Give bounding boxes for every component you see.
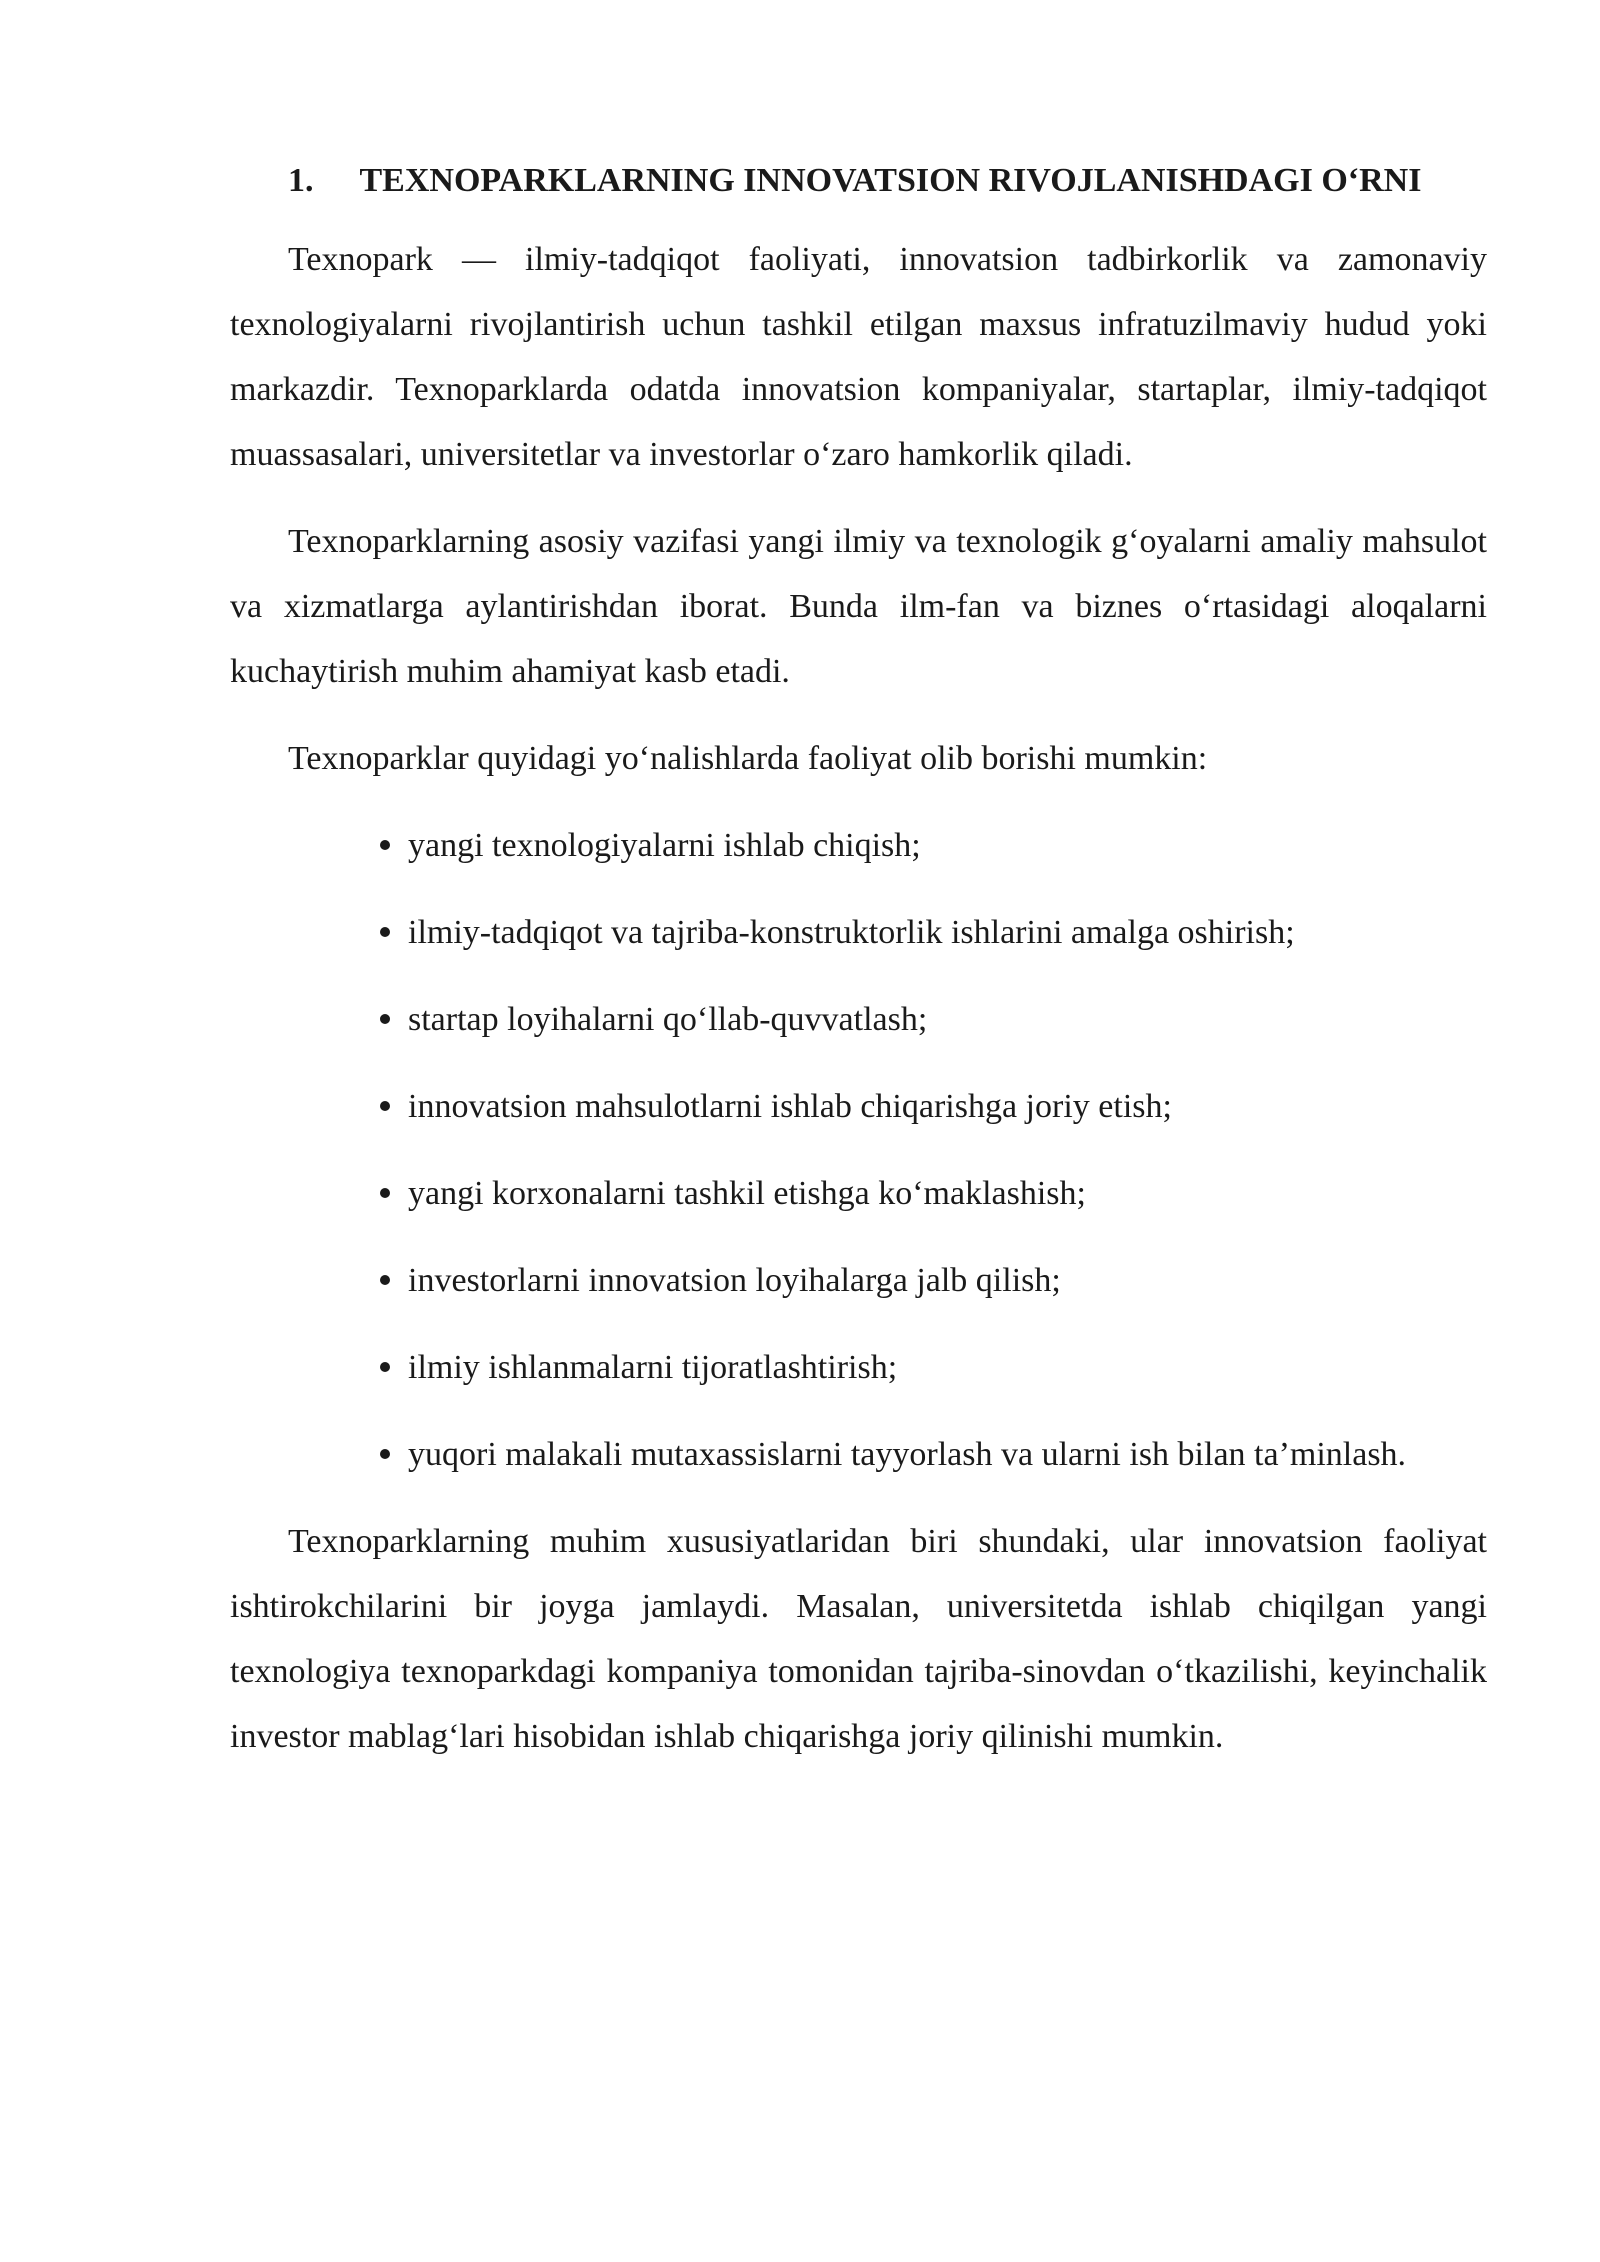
bullet-icon — [380, 1014, 390, 1024]
section-heading — [230, 148, 1487, 214]
bullet-icon — [380, 1449, 390, 1459]
list-item: yangi texnologiyalarni ishlab chiqish; — [328, 813, 1487, 878]
paragraph-conclusion: Texnoparklarning muhim xususiyatlaridan biri shundaki, ular innovatsion faoliyat ishtirokchilarini bir joyga jamlaydi. Masalan, universitetda ishlab chiqilgan yangi texnologiya texnoparkdagi kompaniya tomonidan tajriba-sinovdan o‘tkazilishi, keyinchalik investor mablag‘lari hisobidan ishlab chiqarishga joriy qilinishi mumkin. — [230, 1523, 1487, 1755]
paragraph-main-task: Texnoparklarning asosiy vazifasi yangi ilmiy va texnologik g‘oyalarni amaliy mahsulot va xizmatlarga aylantirishdan iborat. Bunda ilm-fan va biznes o‘rtasidagi aloqalarni kuchaytirish muhim ahamiyat kasb etadi. — [230, 523, 1487, 690]
list-item: investorlarni innovatsion loyihalarga jalb qilish; — [328, 1248, 1487, 1313]
list-item: ilmiy ishlanmalarni tijoratlashtirish; — [328, 1335, 1487, 1400]
bullet-icon — [380, 1188, 390, 1198]
paragraph-list-intro: Texnoparklar quyidagi yo‘nalishlarda faoliyat olib borishi mumkin: — [288, 740, 1208, 777]
section-number: 1. — [288, 162, 314, 199]
activity-list — [230, 813, 1487, 1487]
document-page — [230, 148, 1487, 1791]
list-item: startap loyihalarni qo‘llab-quvvatlash; — [328, 987, 1487, 1052]
list-item: ilmiy-tadqiqot va tajriba-konstruktorlik ishlarini amalga oshirish; — [328, 900, 1487, 965]
bullet-icon — [380, 1275, 390, 1285]
bullet-icon — [380, 840, 390, 850]
section-title: TEXNOPARKLARNING INNOVATSION RIVOJLANISHDAGI O‘RNI — [359, 162, 1422, 199]
bullet-icon — [380, 927, 390, 937]
paragraph-definition: Texnopark — ilmiy-tadqiqot faoliyati, innovatsion tadbirkorlik va zamonaviy texnologiyalarni rivojlantirish uchun tashkil etilgan maxsus infratuzilmaviy hudud yoki markazdir. Texnoparklarda odatda innovatsion kompaniyalar, startaplar, ilmiy-tadqiqot muassasalari, universitetlar va investorlar o‘zaro hamkorlik qiladi. — [230, 241, 1487, 473]
bullet-icon — [380, 1101, 390, 1111]
bullet-icon — [380, 1362, 390, 1372]
list-item: yangi korxonalarni tashkil etishga ko‘maklashish; — [328, 1161, 1487, 1226]
list-item: innovatsion mahsulotlarni ishlab chiqarishga joriy etish; — [328, 1074, 1487, 1139]
list-item: yuqori malakali mutaxassislarni tayyorlash va ularni ish bilan ta’minlash. — [328, 1422, 1487, 1487]
